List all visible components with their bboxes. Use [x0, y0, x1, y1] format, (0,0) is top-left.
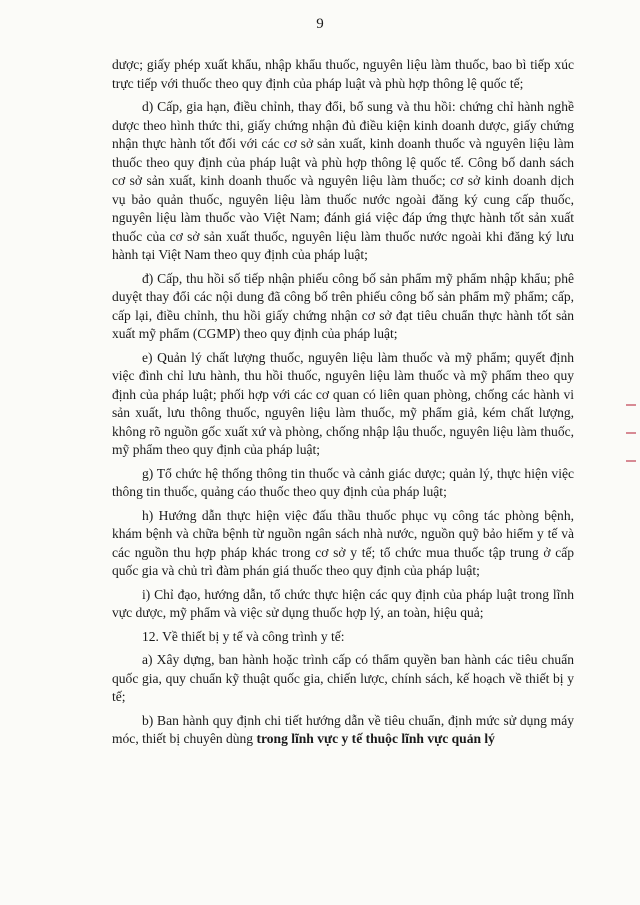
paragraph-e: e) Quản lý chất lượng thuốc, nguyên liệu làm thuốc và mỹ phẩm; quyết định việc đình chỉ lưu hành, thu hồi thuốc, nguyên liệu làm thuốc và mỹ phẩm theo quy định của pháp luật; phối hợp với các cơ quan có liên quan phòng, chống các hành vi sản xuất, lưu thông thuốc, nguyên liệu làm thuốc, mỹ phẩm giả, kém chất lượng, không rõ nguồn gốc xuất xứ và phòng, chống nhập lậu thuốc, nguyên liệu làm thuốc, mỹ phẩm theo quy định của pháp luật;	[112, 349, 574, 457]
paragraph-continued: dược; giấy phép xuất khẩu, nhập khẩu thuốc, nguyên liệu làm thuốc, bao bì tiếp xúc trực tiếp với thuốc theo quy định của pháp luật và phù hợp thông lệ quốc tế;	[112, 57, 574, 91]
paragraph-12a: a) Xây dựng, ban hành hoặc trình cấp có thẩm quyền ban hành các tiêu chuẩn quốc gia, quy chuẩn kỹ thuật quốc gia, chiến lược, chính sách, kế hoạch về thiết bị y tế;	[112, 652, 574, 704]
paragraph-g: g) Tổ chức hệ thống thông tin thuốc và cảnh giác dược; quản lý, thực hiện việc thông tin thuốc, quảng cáo thuốc theo quy định của pháp luật;	[112, 465, 574, 499]
document-body	[112, 56, 574, 754]
paragraph-d: d) Cấp, gia hạn, điều chỉnh, thay đổi, bổ sung và thu hồi: chứng chỉ hành nghề dược theo hình thức thi, giấy chứng nhận đủ điều kiện kinh doanh dược, giấy chứng nhận thực hành tốt đối với các cơ sở sản xuất, kinh doanh thuốc và nguyên liệu làm thuốc theo quy định của pháp luật và phù hợp thông lệ quốc tế. Công bố danh sách cơ sở sản xuất, kinh doanh thuốc và nguyên liệu làm thuốc; cơ sở kinh doanh dịch vụ bảo quản thuốc, nguyên liệu làm thuốc nước ngoài đăng ký cung cấp thuốc, nguyên liệu làm thuốc vào Việt Nam; đánh giá việc đáp ứng thực hành tốt sản xuất thuốc của cơ sở sản xuất thuốc, nguyên liệu làm thuốc nước ngoài khi đăng ký lưu hành tại Việt Nam theo quy định của pháp luật;	[112, 99, 574, 262]
paragraph-h: h) Hướng dẫn thực hiện việc đấu thầu thuốc phục vụ công tác phòng bệnh, khám bệnh và chữa bệnh từ nguồn ngân sách nhà nước, nguồn quỹ bảo hiểm y tế và các nguồn thu hợp pháp khác trong cơ sở y tế; tổ chức mua thuốc tập trung ở cấp quốc gia và chủ trì đàm phán giá thuốc theo quy định của pháp luật;	[112, 507, 574, 578]
paragraph-dd: đ) Cấp, thu hồi số tiếp nhận phiếu công bố sản phẩm mỹ phẩm nhập khẩu; phê duyệt thay đổi các nội dung đã công bố trên phiếu công bố sản phẩm mỹ phẩm; cấp, cấp lại, điều chỉnh, thu hồi giấy chứng nhận cơ sở đạt tiêu chuẩn thực hành tốt sản xuất mỹ phẩm (CGMP) theo quy định của pháp luật;	[112, 270, 574, 341]
paragraph-12b	[112, 712, 574, 749]
page-number: 9	[316, 16, 324, 32]
margin-stamp-mark	[626, 432, 636, 434]
paragraph-12b-text: b) Ban hành quy định chi tiết hướng dẫn về tiêu chuẩn, định mức sử dụng máy móc, thiết bị chuyên dùng	[112, 712, 574, 746]
margin-stamp-mark	[626, 460, 636, 462]
margin-stamp-mark	[626, 404, 636, 406]
section-12-heading: 12. Về thiết bị y tế và công trình y tế:	[142, 628, 345, 644]
paragraph-12b-bold: trong lĩnh vực y tế thuộc lĩnh vực quản lý	[256, 731, 495, 746]
paragraph-i: i) Chỉ đạo, hướng dẫn, tổ chức thực hiện các quy định của pháp luật trong lĩnh vực dược, mỹ phẩm và việc sử dụng thuốc hợp lý, an toàn, hiệu quả;	[112, 586, 574, 620]
